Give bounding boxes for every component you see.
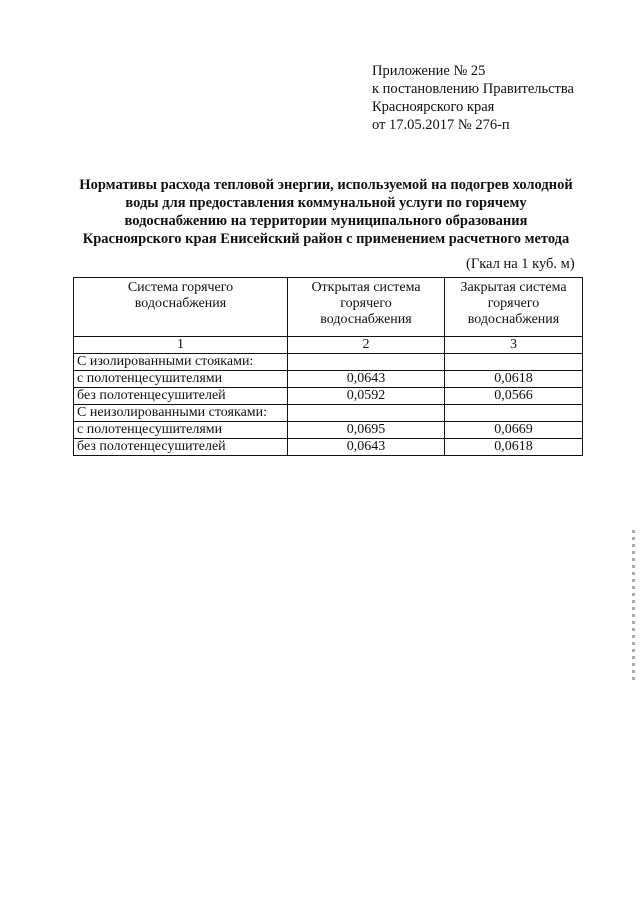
open-value: 0,0695 [288,422,445,439]
group-label: С изолированными стояками: [74,354,288,371]
header-cell-closed [445,278,583,337]
row-label: без полотенцесушителей [74,439,288,456]
header-text: водоснабжения [467,312,560,327]
header-text: Система горячего [127,280,234,295]
empty-cell [445,405,583,422]
header-cell-system [74,278,288,337]
table-header-row [74,278,583,337]
column-number: 2 [288,337,445,354]
header-text: водоснабжения [320,312,412,327]
norms-table [73,277,583,456]
appendix-line: Приложение № 25 [372,63,486,79]
column-number: 3 [445,337,583,354]
open-value: 0,0643 [288,439,445,456]
closed-value: 0,0669 [445,422,583,439]
column-number: 1 [74,337,288,354]
title-line: воды для предоставления коммунальной услуги по горячему [125,195,527,211]
header-text: горячего [487,296,540,311]
title-line: Красноярского края Енисейский район с применением расчетного метода [82,231,570,247]
unit-label: (Гкал на 1 куб. м) [466,256,575,272]
group-row-uninsulated [74,405,583,422]
empty-cell [445,354,583,371]
appendix-line: к постановлению Правительства [372,81,574,97]
group-row-insulated [74,354,583,371]
empty-cell [288,405,445,422]
scan-edge-mark [632,530,635,680]
appendix-block [372,62,574,134]
row-label: с полотенцесушителями [74,371,288,388]
open-value: 0,0592 [288,388,445,405]
title-line: водоснабжению на территории муниципального образования [124,213,528,229]
table-row [74,439,583,456]
row-label: без полотенцесушителей [74,388,288,405]
open-value: 0,0643 [288,371,445,388]
document-title [60,176,592,248]
table-row [74,388,583,405]
group-label: С неизолированными стояками: [74,405,288,422]
title-line: Нормативы расхода тепловой энергии, используемой на подогрев холодной [79,177,573,193]
row-label: с полотенцесушителями [74,422,288,439]
appendix-line: Красноярского края [372,99,495,115]
table-row [74,422,583,439]
header-text: Закрытая система [460,280,567,295]
appendix-line: от 17.05.2017 № 276-п [372,117,510,133]
empty-cell [288,354,445,371]
column-number-row [74,337,583,354]
closed-value: 0,0618 [445,439,583,456]
closed-value: 0,0566 [445,388,583,405]
header-cell-open [288,278,445,337]
closed-value: 0,0618 [445,371,583,388]
header-text: водоснабжения [134,296,227,311]
header-text: горячего [340,296,392,311]
header-text: Открытая система [311,280,421,295]
table-row [74,371,583,388]
